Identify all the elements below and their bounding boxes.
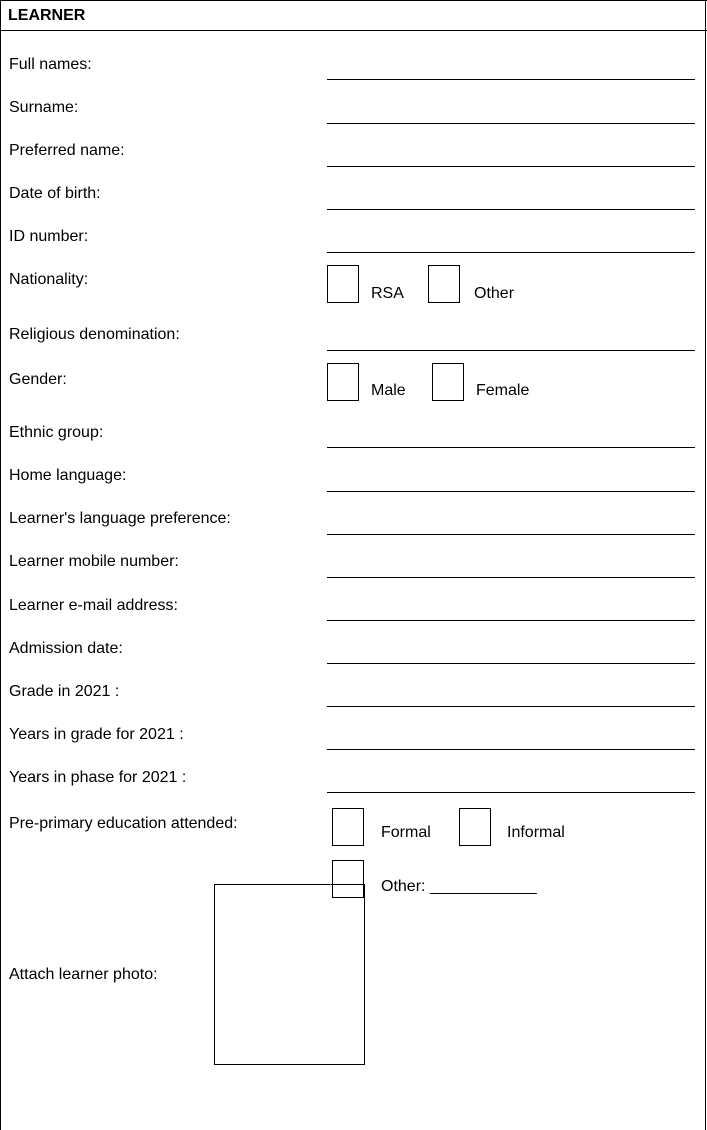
language-preference-field[interactable] (327, 534, 695, 535)
full-names-field[interactable] (327, 79, 695, 80)
pre-primary-formal-label: Formal (381, 824, 431, 841)
id-number-label: ID number: (9, 228, 89, 245)
religious-denomination-label: Religious denomination: (9, 326, 180, 343)
grade-label: Grade in 2021 : (9, 683, 120, 700)
grade-field[interactable] (327, 706, 695, 707)
surname-field[interactable] (327, 123, 695, 124)
home-language-field[interactable] (327, 491, 695, 492)
preferred-name-label: Preferred name: (9, 142, 125, 159)
home-language-label: Home language: (9, 467, 127, 484)
email-address-label: Learner e-mail address: (9, 597, 178, 614)
years-in-grade-label: Years in grade for 2021 : (9, 726, 184, 743)
full-names-label: Full names: (9, 56, 92, 73)
date-of-birth-label: Date of birth: (9, 185, 101, 202)
section-title: LEARNER (8, 7, 86, 24)
nationality-label: Nationality: (9, 271, 89, 288)
ethnic-group-label: Ethnic group: (9, 424, 104, 441)
admission-date-field[interactable] (327, 663, 695, 664)
section-header (1, 0, 707, 31)
pre-primary-label: Pre-primary education attended: (9, 815, 238, 832)
gender-male-checkbox[interactable] (327, 363, 359, 401)
years-in-grade-field[interactable] (327, 749, 695, 750)
preferred-name-field[interactable] (327, 166, 695, 167)
nationality-other-label: Other (474, 285, 515, 302)
nationality-rsa-label: RSA (371, 285, 404, 302)
surname-label: Surname: (9, 99, 79, 116)
learner-photo-box[interactable] (214, 884, 365, 1065)
email-address-field[interactable] (327, 620, 695, 621)
years-in-phase-label: Years in phase for 2021 : (9, 769, 187, 786)
pre-primary-other-label: Other: ____________ (381, 878, 537, 895)
date-of-birth-field[interactable] (327, 209, 695, 210)
id-number-field[interactable] (327, 252, 695, 253)
pre-primary-informal-checkbox[interactable] (459, 808, 491, 846)
ethnic-group-field[interactable] (327, 447, 695, 448)
pre-primary-formal-checkbox[interactable] (332, 808, 364, 846)
gender-male-label: Male (371, 382, 406, 399)
nationality-other-checkbox[interactable] (428, 265, 460, 303)
gender-label: Gender: (9, 371, 67, 388)
language-preference-label: Learner's language preference: (9, 510, 231, 527)
mobile-number-field[interactable] (327, 577, 695, 578)
pre-primary-informal-label: Informal (507, 824, 565, 841)
photo-label: Attach learner photo: (9, 966, 158, 983)
nationality-rsa-checkbox[interactable] (327, 265, 359, 303)
years-in-phase-field[interactable] (327, 792, 695, 793)
mobile-number-label: Learner mobile number: (9, 553, 179, 570)
admission-date-label: Admission date: (9, 640, 123, 657)
gender-female-checkbox[interactable] (432, 363, 464, 401)
gender-female-label: Female (476, 382, 530, 399)
religious-denomination-field[interactable] (327, 350, 695, 351)
